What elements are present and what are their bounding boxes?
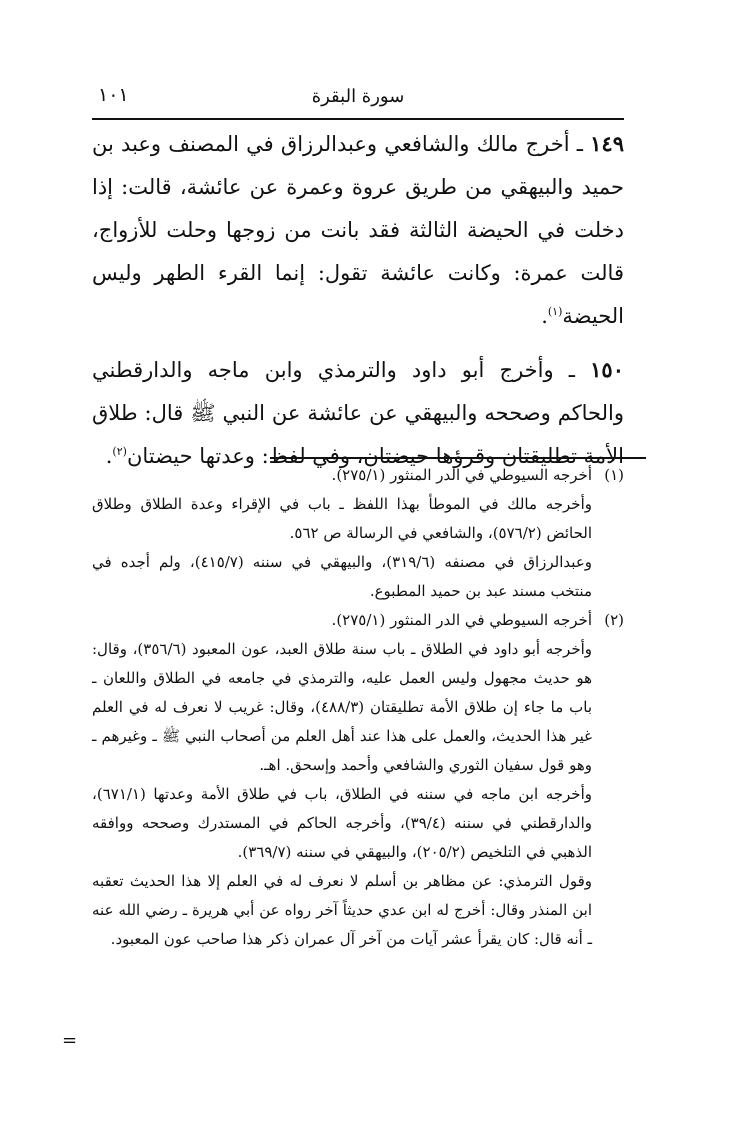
footnote-line: أخرجه السيوطي في الدر المنثور (٢٧٥/١).: [331, 611, 592, 629]
hadith-text: ـ أخرج مالك والشافعي وعبدالرزاق في المصنف وعبد بن حميد والبيهقي من طريق عروة وعمرة عن عائشة، قالت: إذا دخلت في الحيضة الثالثة فقد بانت من زوجها وحلت للأزواج، قالت عمرة: وكانت عائشة تقول: إنما القرء الطهر وليس الحيضة: [92, 132, 624, 328]
footnote-line: وعبدالرزاق في مصنفه (٣١٩/٦)، والبيهقي في سننه (٤١٥/٧)، ولم أجده في منتخب مسند عبد بن حميد المطبوع.: [92, 553, 593, 600]
running-header: [92, 84, 624, 120]
footnotes: [92, 461, 624, 954]
hadith-text: ـ وأخرج أبو داود والترمذي وابن ماجه والدارقطني والحاكم وصححه والبيهقي عن عائشة عن النبي ﷺ قال: طلاق الأمة تطليقتان وقرؤها حيضتان، وفي لفظ: وعدتها حيضتان: [92, 358, 624, 468]
footnote-line: وأخرجه مالك في الموطأ بهذا اللفظ ـ باب في الإقراء وعدة الطلاق وطلاق الحائض (٥٧٦/٢)، والشافعي في الرسالة ص ٥٦٢.: [92, 495, 592, 542]
hadith-number: ١٤٩: [590, 131, 624, 156]
footnote-line: وقول الترمذي: عن مظاهر بن أسلم لا نعرف له في العلم إلا هذا الحديث تعقبه ابن المنذر وقال: أخرج له ابن عدي حديثاً آخر رواه عن أبي هريرة ـ رضي الله عنه ـ أنه قال: كان يقرأ عشر آيات من آخر آل عمران ذكر هذا صاحب عون المعبود.: [92, 872, 592, 948]
footnote-line: وأخرجه أبو داود في الطلاق ـ باب سنة طلاق العبد، عون المعبود (٣٥٦/٦)، وقال: هو حديث مجهول وليس العمل عليه، والترمذي في جامعه في الطلاق واللعان ـ باب ما جاء إن طلاق الأمة تطليقتان (٤٨٨/٣)، وقال: غريب لا نعرف له في العلم غير هذا الحديث، والعمل على هذا عند أهل العلم من أصحاب النبي ﷺ ـ وغيرهم ـ وهو قول سفيان الثوري والشافعي وأحمد وإسحق. اهـ.: [92, 640, 592, 774]
footnote-divider: [270, 457, 646, 459]
footnote-ref[interactable]: (١): [547, 305, 563, 318]
footnote-ref[interactable]: (٢): [112, 445, 127, 458]
main-text: [92, 122, 624, 488]
hadith-end: .: [105, 444, 113, 468]
footnote-number: (٢): [604, 611, 624, 629]
footnote-1: [92, 461, 624, 606]
hadith-149: [92, 122, 624, 338]
surah-title: سورة البقرة: [311, 86, 405, 107]
page-number: ١٠١: [98, 84, 129, 106]
continuation-mark: =: [62, 1030, 78, 1051]
hadith-number: ١٥٠: [590, 357, 624, 382]
footnote-line: أخرجه السيوطي في الدر المنثور (٢٧٥/١).: [331, 466, 592, 484]
footnote-2: [92, 606, 624, 954]
footnote-line: وأخرجه ابن ماجه في سننه في الطلاق، باب في طلاق الأمة وعدتها (٦٧١/١)، والدارقطني في سننه (٣٩/٤)، وأخرجه الحاكم في المستدرك وصححه ووافقه الذهبي في التلخيص (٢٠٥/٢)، والبيهقي في سننه (٣٦٩/٧).: [92, 785, 592, 861]
footnote-number: (١): [604, 466, 624, 484]
hadith-end: .: [541, 304, 548, 328]
